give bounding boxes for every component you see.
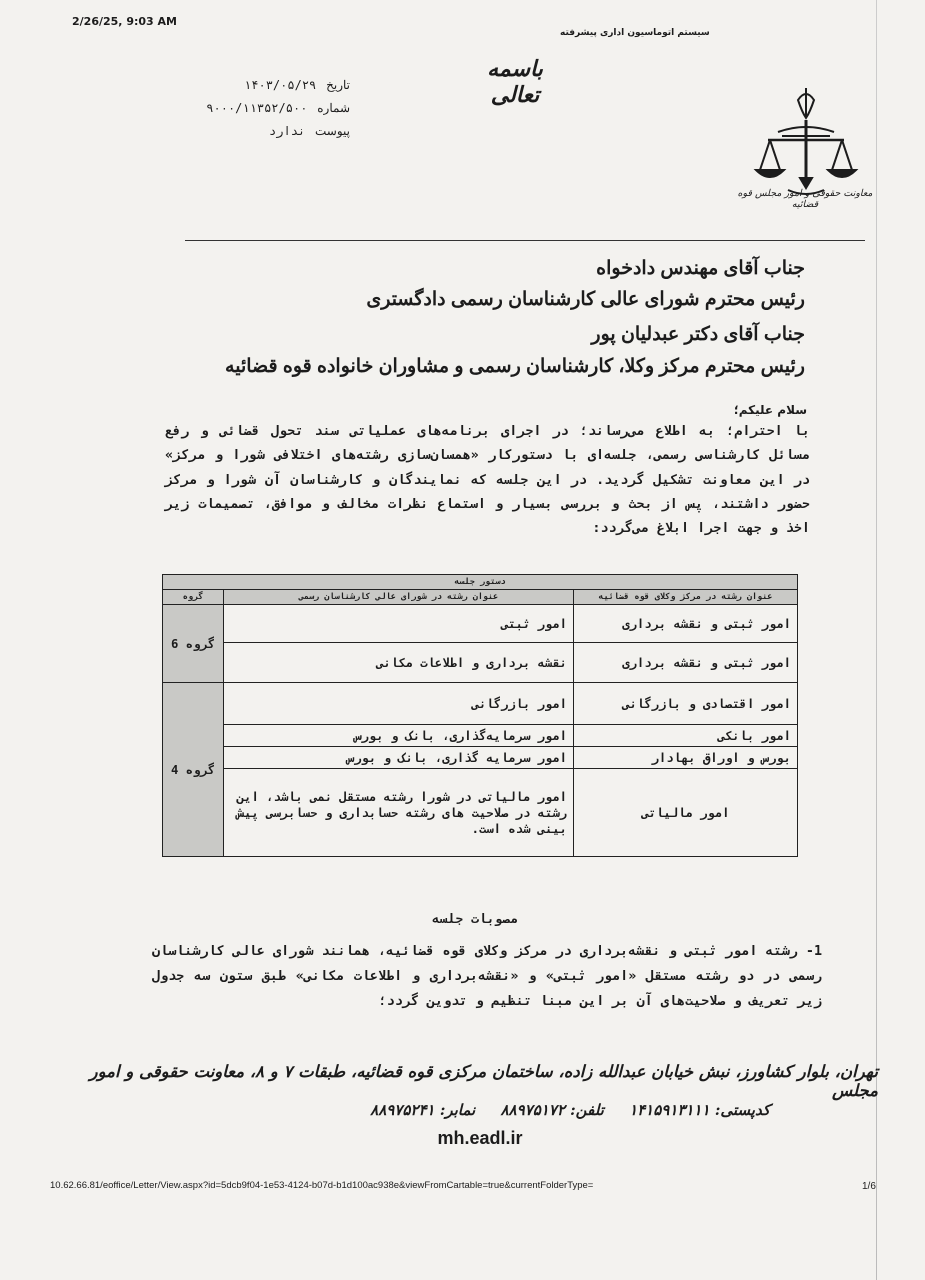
council-cell: امور سرمایه‌گذاری، بانک و بورس (224, 725, 574, 747)
addressee-2: رئیس محترم شورای عالی کارشناسان رسمی دادگستری (366, 289, 805, 310)
page-indicator: 1/6 (862, 1181, 876, 1192)
addressee-4: رئیس محترم مرکز وکلا، کارشناسان رسمی و مشاوران خانواده قوه قضائیه (225, 356, 805, 377)
center-cell: امور بانکی (574, 725, 798, 747)
col-header-center: عنوان رشته در مرکز وکلای قوه قضائیه (574, 590, 798, 605)
center-cell: بورس و اوراق بهادار (574, 747, 798, 769)
col-header-group: گروه (163, 590, 224, 605)
council-cell: امور ثبتی (224, 605, 574, 643)
phone-number: تلفن: ۸۸۹۷۵۱۷۲ (500, 1101, 604, 1119)
postal-code: کدپستی: ۱۴۱۵۹۱۳۱۱۱ (629, 1101, 770, 1119)
print-timestamp: 2/26/25, 9:03 AM (72, 15, 177, 28)
footer-website: mh.eadl.ir (437, 1128, 523, 1148)
agenda-table (162, 574, 798, 857)
addressee-1: جناب آقای مهندس دادخواه (596, 258, 805, 279)
council-cell: امور مالیاتی در شورا رشته مستقل نمی باشد، این رشته در صلاحیت های رشته حسابداری و حسابرسی پیش بینی شده است. (224, 769, 574, 857)
print-url: 10.62.66.81/eoffice/Letter/View.aspx?id=5dcb9f04-1e53-4124-b07d-b1d100ac938e&viewFromCartable=true&currentFolderType= (50, 1180, 594, 1191)
table-row (163, 605, 798, 643)
group-cell: گروه 4 (163, 683, 224, 857)
table-row (163, 725, 798, 747)
salutation: سلام علیکم؛ (733, 403, 807, 417)
center-cell: امور اقتصادی و بازرگانی (574, 683, 798, 725)
number-line (160, 101, 350, 115)
attachment-value: ندارد (269, 124, 306, 138)
table-row (163, 769, 798, 857)
council-cell: امور سرمایه گذاری، بانک و بورس (224, 747, 574, 769)
date-label: تاریخ (326, 78, 350, 92)
attachment-label: پیوست (315, 124, 350, 138)
fax-number: نمابر: ۸۸۹۷۵۲۴۱ (370, 1101, 476, 1119)
emblem-caption: معاونت حقوقی و امور مجلس قوه قضائیه (737, 188, 873, 210)
header-divider (185, 240, 865, 241)
decisions-title: مصوبات جلسه (431, 912, 519, 927)
group-cell: گروه 6 (163, 605, 224, 683)
footer-contact (270, 1101, 770, 1119)
table-caption: دستور جلسه (163, 575, 798, 590)
number-value: ۹۰۰۰/۱۱۳۵۲/۵۰۰ (206, 101, 308, 115)
center-cell: امور مالیاتی (574, 769, 798, 857)
table-row (163, 683, 798, 725)
date-line (160, 78, 350, 92)
center-cell: امور ثبتی و نقشه برداری (574, 643, 798, 683)
council-cell: نقشه برداری و اطلاعات مکانی (224, 643, 574, 683)
council-cell: امور بازرگانی (224, 683, 574, 725)
footer-address: تهران، بلوار کشاورز، نبش خیابان عبدالله زاده، ساختمان مرکزی قوه قضائیه، طبقات ۷ و ۸، معاونت حقوقی و امور مجلس (89, 1062, 878, 1100)
center-cell: امور ثبتی و نقشه برداری (574, 605, 798, 643)
table-row (163, 747, 798, 769)
body-paragraph: با احترام؛ به اطلاع می‌رساند؛ در اجرای برنامه‌های عملیاتی سند تحول قضائی و رفع مسائل کارشناسی رسمی، جلسه‌ای با دستورکار «همسان‌سازی رشته‌های اختلافی شورا و مرکز» در این معاونت تشکیل گردید. در این جلسه که نمایندگان و کارشناسان آن شورا و مرکز حضور داشتند، پس از بحث و بررسی بسیار و استماع نظرات مخالف و موافق، تصمیمات زیر اخذ و جهت اجرا ابلاغ می‌گردد: (165, 424, 810, 537)
table-row (163, 643, 798, 683)
number-label: شماره (317, 101, 350, 115)
date-value: ۱۴۰۳/۰۵/۲۹ (244, 78, 317, 92)
col-header-council: عنوان رشته در شورای عالی کارشناسان رسمی (224, 590, 574, 605)
addressee-3: جناب آقای دکتر عبدلیان پور (591, 324, 805, 345)
system-name: سیستم اتوماسیون اداری پیشرفته (560, 28, 710, 38)
invocation-heading: باسمه تعالی (487, 56, 543, 108)
decision-item-1: 1- رشته امور ثبتی و نقشه‌برداری در مرکز وکلای قوه قضائیه، همانند شورای عالی کارشناسان رسمی در دو رشته مستقل «امور ثبتی» و «نقشه‌برداری و اطلاعات مکانی» طبق ستون سه جدول زیر تعریف و صلاحیت‌های آن بر این مبنا تنظیم و تدوین گردد؛ (152, 944, 822, 1009)
attachment-line (160, 124, 350, 138)
